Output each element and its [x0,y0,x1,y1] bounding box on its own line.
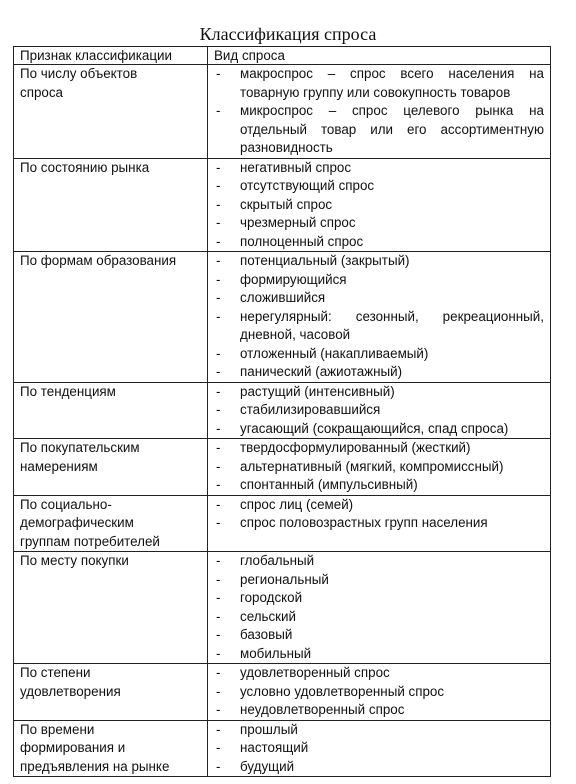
bullet-dash: - [216,721,221,737]
list-item [214,758,544,777]
list-item [214,721,544,740]
demand-type-label: полноценный спрос [240,233,364,249]
classification-criterion: По времени формирования и предъявления на рынке [14,720,208,777]
bullet-dash: - [216,608,221,624]
list-item [214,439,544,458]
classification-criterion: По состоянию рынка [14,158,208,252]
demand-types-cell [208,664,551,721]
bullet-dash: - [216,196,221,212]
list-item [214,345,544,364]
demand-type-label: панический (ажиотажный) [240,364,403,379]
table-title: Классификация спроса [199,24,377,44]
table-row [14,252,551,383]
table-row [14,65,551,159]
list-item [214,383,544,402]
bullet-dash: - [216,683,221,699]
demand-type-label: глобальный [240,553,315,568]
list-item [214,458,544,477]
demand-type-label: макроспрос – спрос всего населения на товарную группу или совокупность товаров [240,66,544,100]
demand-types-cell [208,439,551,496]
demand-type-label: будущий [240,758,295,774]
bullet-dash: - [216,627,221,642]
classification-criterion: По числу объектов спроса [14,65,208,159]
list-item [214,626,544,645]
classification-criterion: По формам образования [14,252,208,383]
demand-type-label: отложенный (накапливаемый) [240,345,429,361]
demand-type-label: чрезмерный спрос [240,215,356,230]
list-item [214,664,544,683]
list-item [214,233,544,252]
demand-type-label: неудовлетворенный спрос [240,702,405,717]
demand-types-cell [208,65,551,159]
demand-type-label: микроспрос – спрос целевого рынка на отдельный товар или его ассортиментную разновидность [240,103,544,155]
demand-type-label: потенциальный (закрытый) [240,253,410,268]
demand-type-list [214,552,544,663]
bullet-dash: - [216,308,221,324]
demand-type-label: нерегулярный: сезонный, рекреационный, дневной, часовой [240,308,544,342]
demand-type-list [214,65,544,158]
header-row [14,47,551,65]
demand-type-label: городской [240,590,303,605]
demand-type-label: условно удовлетворенный спрос [240,683,445,699]
demand-type-label: удовлетворенный спрос [240,665,390,680]
bullet-dash: - [216,253,221,268]
demand-types-cell [208,495,551,552]
demand-type-label: спрос половозрастных групп населения [240,515,488,530]
demand-classification-table [13,46,551,777]
table-row [14,552,551,664]
classification-criterion: По социально- демографическим группам потребителей [14,495,208,552]
bullet-dash: - [216,645,221,661]
header-criterion: Признак классификации [14,47,208,65]
list-item [214,271,544,290]
table-row [14,664,551,721]
bullet-dash: - [216,178,221,193]
bullet-dash: - [216,159,221,175]
list-item [214,102,544,158]
list-item [214,589,544,608]
demand-type-label: базовый [240,627,293,642]
bullet-dash: - [216,402,221,417]
bullet-dash: - [216,440,221,455]
demand-type-label: негативный спрос [240,159,352,175]
list-item [214,739,544,758]
bullet-dash: - [216,496,221,512]
demand-type-label: альтернативный (мягкий, компромиссный) [240,458,504,474]
bullet-dash: - [216,420,221,436]
demand-type-label: растущий (интенсивный) [240,383,395,399]
table-row [14,720,551,777]
classification-criterion: По месту покупки [14,552,208,664]
demand-type-label: твердосформулированный (жесткий) [240,440,471,455]
bullet-dash: - [216,590,221,605]
demand-type-list [214,721,544,777]
demand-types-cell [208,720,551,777]
bullet-dash: - [216,665,221,680]
list-item [214,645,544,664]
demand-type-list [214,159,544,252]
list-item [214,608,544,627]
classification-criterion: По тенденциям [14,382,208,439]
bullet-dash: - [216,364,221,379]
bullet-dash: - [216,553,221,568]
bullet-dash: - [216,740,221,755]
bullet-dash: - [216,103,221,118]
list-item [214,496,544,515]
list-item [214,476,544,495]
bullet-dash: - [216,477,221,492]
list-item [214,514,544,533]
demand-type-label: мобильный [240,645,312,661]
list-item [214,701,544,720]
demand-type-label: скрытый спрос [240,196,333,212]
list-item [214,252,544,271]
list-item [214,308,544,345]
demand-type-list [214,496,544,533]
list-item [214,177,544,196]
demand-type-label: региональный [240,571,329,587]
bullet-dash: - [216,215,221,230]
list-item [214,214,544,233]
classification-criterion: По степени удовлетворения [14,664,208,721]
demand-type-label: стабилизировавшийся [240,402,381,417]
bullet-dash: - [216,233,221,249]
bullet-dash: - [216,571,221,587]
demand-type-list [214,439,544,495]
demand-type-label: сложившийся [240,290,326,305]
list-item [214,289,544,308]
list-item [214,683,544,702]
bullet-dash: - [216,458,221,474]
list-item [214,196,544,215]
demand-type-label: формирующийся [240,271,347,287]
demand-types-cell [208,252,551,383]
demand-type-label: настоящий [240,740,309,755]
list-item [214,401,544,420]
bullet-dash: - [216,702,221,717]
list-item [214,159,544,178]
demand-types-cell [208,158,551,252]
list-item [214,571,544,590]
demand-type-label: спрос лиц (семей) [240,496,354,512]
demand-type-label: прошлый [240,721,298,737]
demand-types-cell [208,552,551,664]
list-item [214,552,544,571]
demand-type-list [214,664,544,720]
bullet-dash: - [216,345,221,361]
table-row [14,439,551,496]
demand-type-label: угасающий (сокращающийся, спад спроса) [240,420,509,436]
demand-type-list [214,252,544,382]
table-row [14,382,551,439]
bullet-dash: - [216,758,221,774]
list-item [214,363,544,382]
table-row [14,495,551,552]
list-item [214,420,544,439]
demand-type-label: спонтанный (импульсивный) [240,477,418,492]
bullet-dash: - [216,66,221,81]
classification-criterion: По покупательским намерениям [14,439,208,496]
demand-types-cell [208,382,551,439]
demand-type-label: отсутствующий спрос [240,178,375,193]
table-row [14,158,551,252]
bullet-dash: - [216,290,221,305]
bullet-dash: - [216,383,221,399]
header-demand-type: Вид спроса [208,47,551,65]
demand-type-label: сельский [240,608,297,624]
demand-type-list [214,383,544,439]
bullet-dash: - [216,271,221,287]
list-item [214,65,544,102]
bullet-dash: - [216,515,221,530]
